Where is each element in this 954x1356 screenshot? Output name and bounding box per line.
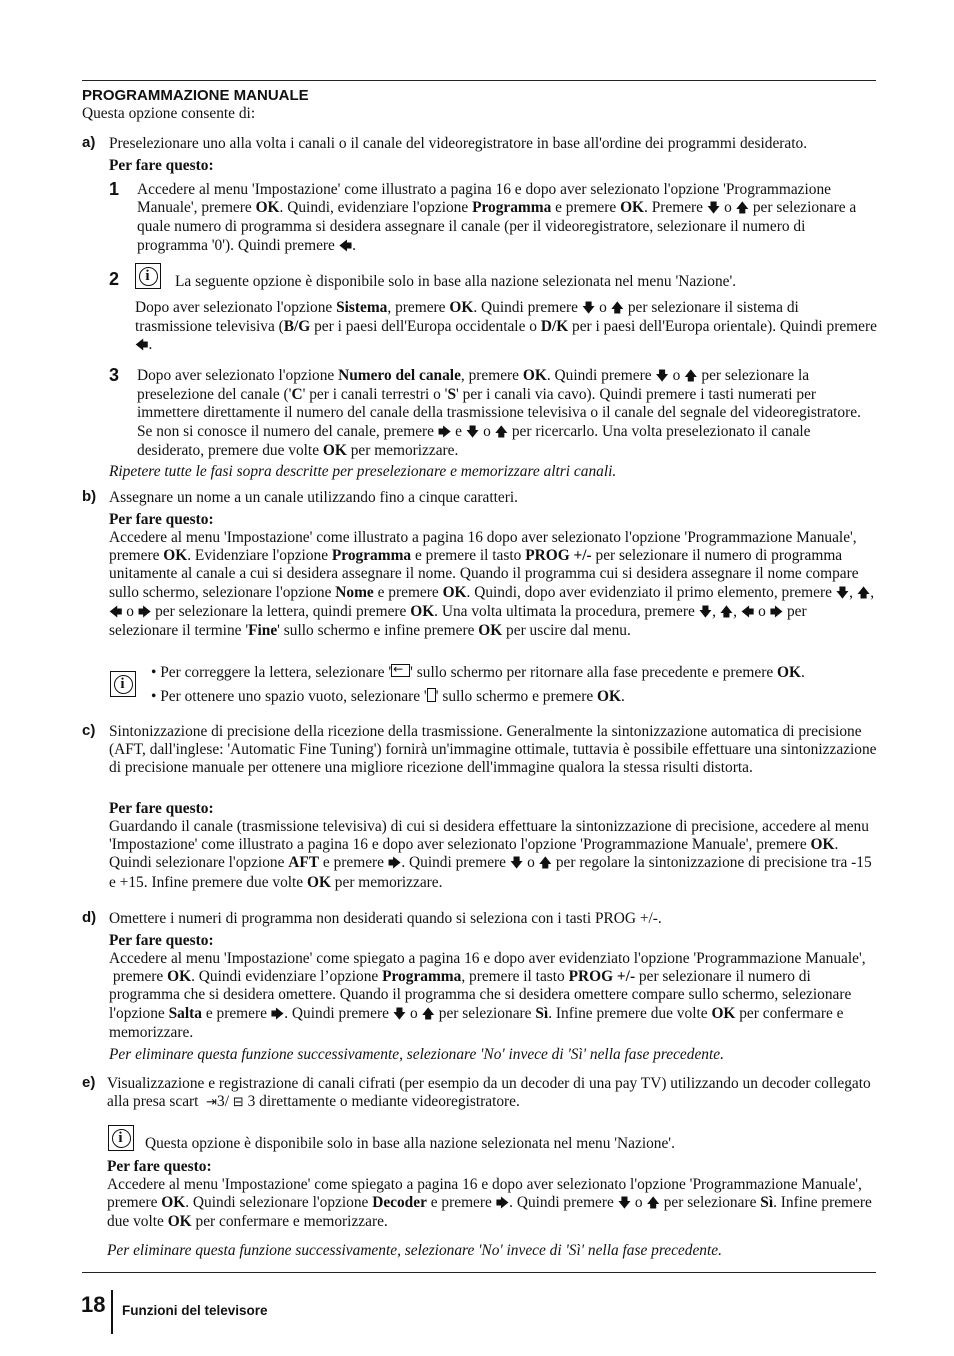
back-key-icon (391, 664, 410, 677)
scart-in-icon: ⇥ (206, 1095, 218, 1111)
per-fare-label-a: Per fare questo: (109, 157, 214, 174)
step-2-text: Dopo aver selezionato l'opzione Sistema, premere OK. Quindi premere 🡇 o 🡅 per selezionare il sistema di trasmissione televisiva (B/G per i paesi dell'Europa occidentale o D/K per i paesi dell'Europa orientale). Quindi premere 🡄. (135, 299, 877, 354)
repeat-note: Ripetere tutte le fasi sopra descritte per preselezionare e memorizzare altri canali. (109, 463, 617, 480)
item-c-body: Guardando il canale (trasmissione televisiva) di cui si desidera effettuare la sintonizzazione di precisione, accedere al menu 'Impostazione' come illustrato a pagina 16 e dopo aver selezionato l'opzione 'Programmazione Manuale', premere OK. Quindi selezionare l'opzione AFT e premere 🡆. Quindi premere 🡇 o 🡅 per regolare la sintonizzazione di precisione tra -15 e +15. Infine premere due volte OK per memorizzare. (109, 818, 872, 891)
arrow-down-icon: 🡇 (465, 424, 480, 440)
per-fare-label-b: Per fare questo: (109, 511, 214, 528)
info-icon: i (135, 263, 161, 289)
section-title: PROGRAMMAZIONE MANUALE (82, 87, 309, 104)
arrow-up-icon: 🡅 (856, 585, 871, 601)
item-c-letter: c) (82, 722, 96, 739)
arrow-down-icon: 🡇 (835, 585, 850, 601)
arrow-up-icon: 🡅 (494, 424, 508, 440)
bullet-correct-letter: • Per correggere la lettera, selezionare '← ' sullo schermo per ritornare alla fase precedente e premere OK. (151, 664, 879, 682)
item-d-note: Per eliminare questa funzione successivamente, selezionare 'No' invece di 'Sì' nella fase precedente. (109, 1046, 724, 1063)
item-e-info: Questa opzione è disponibile solo in base alla nazione selezionata nel menu 'Nazione'. (145, 1135, 675, 1152)
scart-out-icon: ⊟ (232, 1095, 244, 1111)
top-rule (82, 80, 876, 81)
arrow-down-icon: 🡇 (698, 604, 713, 620)
item-b-letter: b) (82, 488, 97, 505)
per-fare-label-d: Per fare questo: (109, 932, 214, 949)
blank-key-icon (427, 688, 436, 702)
step-1-number: 1 (109, 179, 120, 199)
step-2-note: La seguente opzione è disponibile solo in base alla nazione selezionata nel menu 'Nazione'. (175, 273, 737, 290)
arrow-left-icon: 🡄 (338, 238, 353, 254)
arrow-right-icon: 🡆 (769, 604, 784, 620)
arrow-up-icon: 🡅 (684, 369, 698, 384)
arrow-down-icon: 🡇 (581, 301, 596, 316)
arrow-up-icon: 🡅 (646, 1196, 660, 1212)
arrow-up-icon: 🡅 (610, 301, 625, 316)
item-a-letter: a) (82, 134, 96, 151)
item-d-letter: d) (82, 909, 97, 926)
info-icon: i (110, 671, 136, 697)
item-e-body: Accedere al menu 'Impostazione' come spiegato a pagina 16 e dopo aver selezionato l'opzione 'Programmazione Manuale', premere OK. Quindi selezionare l'opzione Decoder e premere 🡆. Quindi premere 🡇 o 🡅 per selezionare Sì. Infine premere due volte OK per confermare e memorizzare. (107, 1176, 872, 1231)
step-1-text: Accedere al menu 'Impostazione' come illustrato a pagina 16 e dopo aver selezionato l'opzione 'Programmazione Manuale', premere OK. Quindi, evidenziare l'opzione Programma e premere OK. Premere 🡇 o 🡅 per selezionare a quale numero di programma si desidera assegnare il canale (per il videoregistratore, selezionare il numero di programma '0'). Quindi premere 🡄. (137, 181, 857, 254)
arrow-left-icon: 🡄 (740, 604, 755, 620)
info-icon: i (108, 1125, 134, 1151)
arrow-down-icon: 🡇 (617, 1196, 632, 1212)
item-b-text: Assegnare un nome a un canale utilizzando fino a cinque caratteri. (109, 489, 518, 506)
step-3-text: Dopo aver selezionato l'opzione Numero del canale, premere OK. Quindi premere 🡇 o 🡅 per selezionare la preselezione del canale ('C' per i canali terrestri o 'S' per i canali via cavo). Quindi premere i tasti numerati per immettere direttamente il numero del canale della trasmissione televisiva o il canale del segnale del videoregistratore. Se non si conosce il numero del canale, premere 🡆 e 🡇 o 🡅 per ricercarlo. Una volta preselezionato il canale desiderato, premere due volte OK per memorizzare. (137, 367, 861, 459)
footer-section: Funzioni del televisore (122, 1303, 268, 1318)
bullet-blank-space: • Per ottenere uno spazio vuoto, selezionare ' ' sullo schermo e premere OK. (151, 688, 625, 705)
per-fare-label-c: Per fare questo: (109, 800, 214, 817)
arrow-left-icon: 🡄 (109, 604, 123, 620)
bottom-rule (82, 1272, 876, 1273)
item-c-text: Sintonizzazione di precisione della ricezione della trasmissione. Generalmente la sintonizzazione automatica di precisione (AFT, dall'inglese: 'Automatic Fine Tuning') fornirà un'immagine ottimale, tuttavia è possibile effettuare una sintonizzazione di precisione manuale per ottenere una migliore ricezione dell'immagine qualora la stessa risulti distorta. (109, 723, 877, 777)
arrow-up-icon: 🡅 (735, 201, 749, 217)
item-e-letter: e) (82, 1074, 96, 1091)
footer-divider (111, 1290, 113, 1334)
arrow-right-icon: 🡆 (387, 856, 402, 872)
page-number: 18 (81, 1292, 106, 1317)
step-2-number: 2 (109, 269, 120, 289)
per-fare-label-e: Per fare questo: (107, 1158, 212, 1175)
item-e-text: Visualizzazione e registrazione di canali cifrati (per esempio da un decoder di una pay TV) utilizzando un decoder collegato alla presa scart ⇥3/ ⊟ 3 direttamente o mediante videoregistratore. (107, 1075, 871, 1111)
arrow-right-icon: 🡆 (270, 1006, 285, 1022)
item-d-body: Accedere al menu 'Impostazione' come spiegato a pagina 16 e dopo aver evidenziato l'opzione 'Programmazione Manuale', premere OK. Quindi evidenziare l’opzione Programma, premere il tasto PROG +/- per selezionare il numero di programma che si desidera omettere. Quando il programma che si desidera omettere compare sullo schermo, selezionare l'opzione Salta e premere 🡆. Quindi premere 🡇 o 🡅 per selezionare Sì. Infine premere due volte OK per confermare e memorizzare. (109, 950, 866, 1041)
arrow-up-icon: 🡅 (719, 604, 734, 620)
arrow-right-icon: 🡆 (137, 604, 152, 620)
intro-text: Questa opzione consente di: (82, 105, 256, 122)
arrow-right-icon: 🡆 (437, 424, 452, 440)
arrow-down-icon: 🡇 (655, 369, 669, 384)
arrow-right-icon: 🡆 (495, 1196, 510, 1212)
step-3-number: 3 (109, 365, 120, 385)
arrow-down-icon: 🡇 (509, 856, 524, 872)
item-b-body: Accedere al menu 'Impostazione' come illustrato a pagina 16 dopo aver selezionato l'opzione 'Programmazione Manuale', premere OK. Evidenziare l'opzione Programma e premere il tasto PROG +/- per selezionare il numero di programma unitamente al canale a cui si desidera assegnare il nome. Quando il programma cui si desidera assegnare il nome compare sullo schermo, selezionare l'opzione Nome e premere OK. Quindi, dopo aver evidenziato il primo elemento, premere 🡇, 🡅, 🡄 o 🡆 per selezionare la lettera, quindi premere OK. Una volta ultimata la procedura, premere 🡇, 🡅, 🡄 o 🡆 per selezionare il termine 'Fine' sullo schermo e infine premere OK per uscire dal menu. (109, 529, 875, 640)
arrow-down-icon: 🡇 (392, 1006, 407, 1022)
arrow-up-icon: 🡅 (538, 856, 553, 872)
item-a-text: Preselezionare uno alla volta i canali o il canale del videoregistratore in base all'ordine dei programmi desiderato. (109, 135, 808, 152)
item-e-note: Per eliminare questa funzione successivamente, selezionare 'No' invece di 'Sì' nella fase precedente. (107, 1242, 722, 1259)
arrow-up-icon: 🡅 (421, 1006, 435, 1022)
arrow-left-icon: 🡄 (135, 338, 149, 354)
arrow-down-icon: 🡇 (706, 201, 721, 217)
item-d-text: Omettere i numeri di programma non desiderati quando si seleziona con i tasti PROG +/-. (109, 910, 662, 927)
